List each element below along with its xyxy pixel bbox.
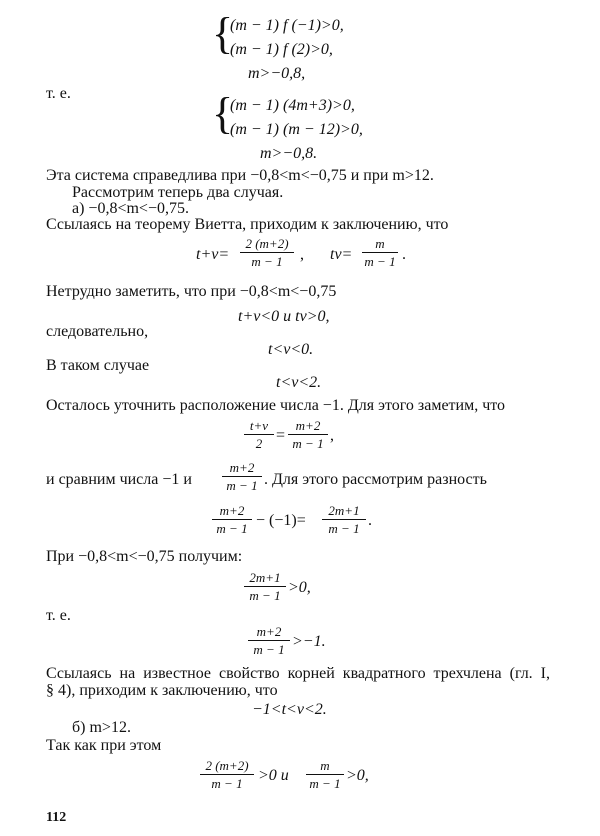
last-fraction-right [306,758,344,791]
fraction-bar [244,434,274,435]
fraction-bar [222,476,262,477]
fraction-bar [362,252,398,253]
paragraph-compare-prefix: и сравним числа −1 и [46,471,192,488]
page-number: 112 [46,810,67,825]
compare-fraction [222,460,262,493]
formula-t-v-zero: t<v<0. [268,341,314,358]
difference-middle: − (−1)= [256,512,306,529]
paragraph-compare-suffix: . Для этого рассмотрим разность [264,471,487,488]
midpoint-end: , [330,427,334,444]
vieta-sum-numerator: 2 (m+2) [245,236,289,251]
fraction-bar [240,252,294,253]
difference-fraction-left [212,503,252,536]
vieta-product-numerator: m [375,236,385,251]
te-label-1: т. е. [46,85,71,102]
last-left-denominator: m − 1 [211,776,243,791]
vieta-end: . [402,246,406,263]
inequality1-numerator: 2m+1 [249,570,281,585]
paragraph-we-get: При −0,8<m<−0,75 получим: [46,548,243,565]
difference-right-numerator: 2m+1 [328,503,360,518]
difference-left-numerator: m+2 [219,503,245,518]
difference-left-denominator: m − 1 [216,521,248,536]
inequality2-numerator: m+2 [256,624,282,639]
last-right-denominator: m − 1 [309,776,341,791]
system2-line3: m>−0,8. [260,145,318,162]
midpoint-fraction-left [244,418,274,451]
fraction-bar [248,640,290,641]
inequality1-denominator: m − 1 [249,588,281,603]
vieta-product-fraction [362,236,398,269]
midpoint-numerator: t+v [249,418,269,433]
formula-t-v-two: t<v<2. [276,374,322,391]
system1-line1: (m − 1) f (−1)>0, [230,17,344,34]
fraction-bar [322,519,366,520]
paragraph-in-this-case: В таком случае [46,357,150,374]
vieta-sum-fraction [240,236,294,269]
paragraph-easy-to-see: Нетрудно заметить, что при −0,8<m<−0,75 [46,283,337,300]
difference-fraction-right [322,503,366,536]
inequality2-fraction [248,624,290,657]
fraction-bar [212,519,252,520]
system2-line2: (m − 1) (m − 12)>0, [230,121,363,138]
difference-end: . [368,512,372,529]
vieta-sum-lhs: t+v= [196,246,230,263]
vieta-product-denominator: m − 1 [364,254,396,269]
fraction-bar [288,434,328,435]
paragraph-therefore: следовательно, [46,323,149,340]
system1-line2: (m − 1) f (2)>0, [230,41,333,58]
formula-final-interval: −1<t<v<2. [252,701,327,718]
paragraph-two-cases: Рассмотрим теперь два случая. [72,184,284,201]
vieta-sum-denominator: m − 1 [251,254,283,269]
midpoint-equals: = [276,427,286,444]
inequality1-fraction [244,570,286,603]
inequality1-rhs: >0, [288,579,311,596]
case-b-heading: б) m>12. [72,719,131,736]
last-middle: >0 и [258,767,289,784]
paragraph-system-valid: Эта система справедлива при −0,8<m<−0,75 и при m>12. [46,167,434,184]
compare-denominator: m − 1 [226,478,258,493]
paragraph-remains: Осталось уточнить расположение числа −1. Для этого заметим, что [46,397,506,414]
midpoint-right-denominator: m − 1 [292,436,324,451]
paragraph-since: Так как при этом [46,737,162,754]
last-end: >0, [346,767,369,784]
system2-line1: (m − 1) (4m+3)>0, [230,97,355,114]
midpoint-right-numerator: m+2 [295,418,321,433]
system1-line3: m>−0,8, [248,65,306,82]
paragraph-quadratic-property-1: Ссылаясь на известное свойство корней квадратного трехчлена (гл. I, [46,665,550,682]
fraction-bar [306,774,344,775]
inequality2-rhs: >−1. [292,633,326,650]
system2-brace: { [212,89,234,138]
vieta-product-lhs: tv= [330,246,353,263]
case-a-heading: а) −0,8<m<−0,75. [72,200,189,217]
compare-numerator: m+2 [229,460,255,475]
last-fraction-left [200,758,254,791]
paragraph-vieta: Ссылаясь на теорему Виетта, приходим к заключению, что [46,216,449,233]
difference-right-denominator: m − 1 [328,521,360,536]
system1-brace: { [212,9,234,58]
last-right-numerator: m [320,758,330,773]
paragraph-quadratic-property-2: § 4), приходим к заключению, что [46,682,278,699]
fraction-bar [200,774,254,775]
midpoint-denominator: 2 [255,436,263,451]
midpoint-fraction-right [288,418,328,451]
vieta-separator: , [300,246,304,263]
inequality2-denominator: m − 1 [253,642,285,657]
fraction-bar [244,586,286,587]
last-left-numerator: 2 (m+2) [205,758,249,773]
formula-sum-product: t+v<0 и tv>0, [238,308,330,325]
te-label-2: т. е. [46,607,71,624]
